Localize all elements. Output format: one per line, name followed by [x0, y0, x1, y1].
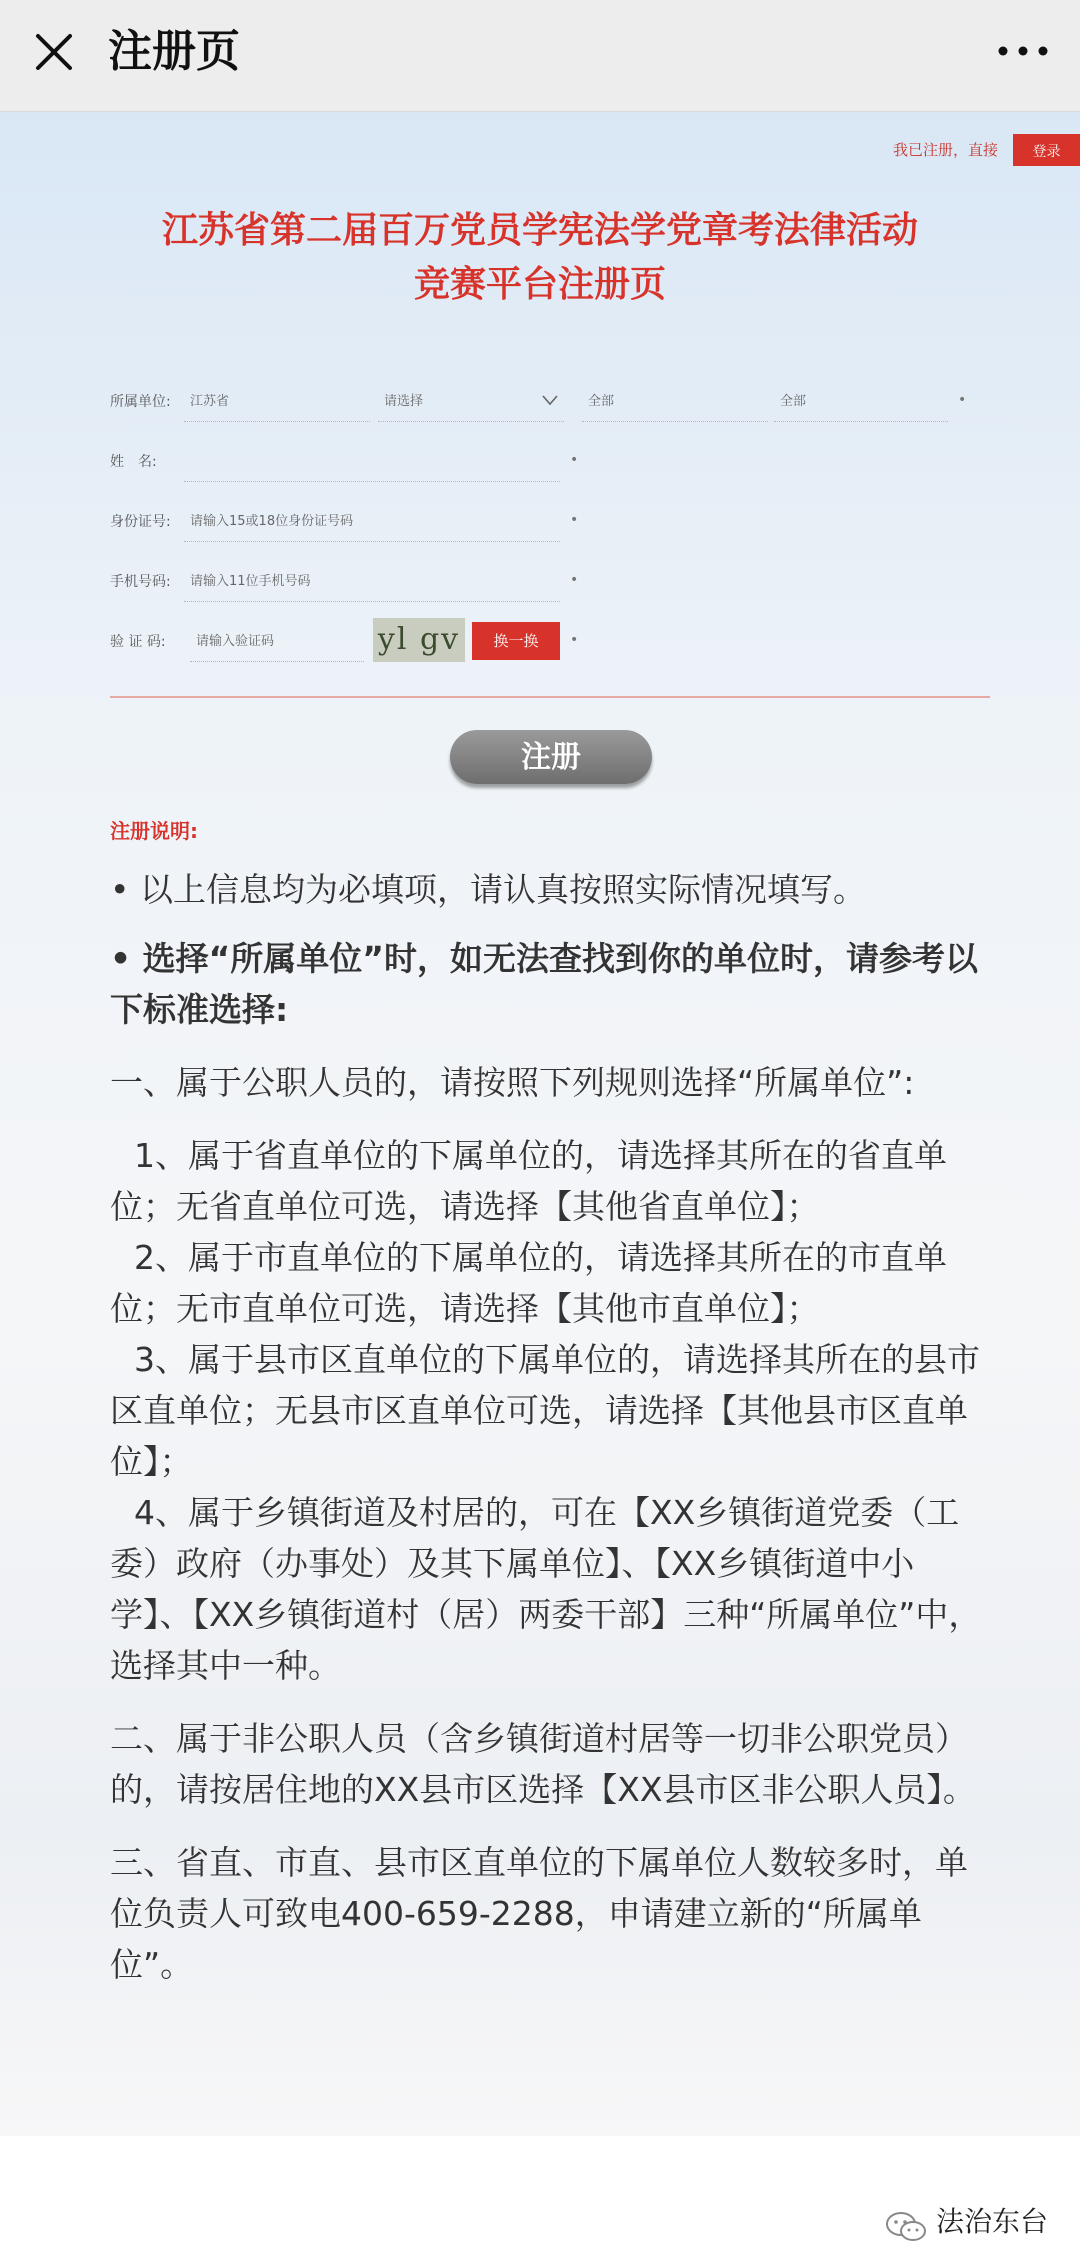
- required-mark: •: [570, 572, 579, 588]
- note-line: 一、属于公职人员的，请按照下列规则选择“所属单位”:: [110, 1063, 915, 1102]
- chevron-down-icon: [542, 394, 558, 406]
- unit-select[interactable]: [378, 382, 564, 422]
- top-app-bar: [0, 0, 1080, 112]
- required-mark: •: [570, 632, 579, 648]
- required-mark: •: [958, 392, 967, 408]
- required-mark: •: [570, 512, 579, 528]
- headline-line-1: 江苏省第二届百万党员学宪法学党章考法律活动: [161, 210, 918, 251]
- captcha-row: [0, 618, 1080, 668]
- unit-row: [0, 378, 1080, 428]
- wechat-icon: [884, 2210, 930, 2244]
- headline-line-2: 竞赛平台注册页: [413, 264, 666, 305]
- phone-input[interactable]: 请输入11位手机号码: [184, 562, 560, 602]
- note-item: 4、属于乡镇街道及村居的，可在【XX乡镇街道党委（工委）政府（办事处）及其下属单位】、【XX乡镇街道中小学】、【XX乡镇街道村（居）两委干部】三种“所属单位”中，选择其中一种。: [110, 1493, 982, 1685]
- unit-sub-select-2[interactable]: 全部: [774, 382, 948, 422]
- note-item: 3、属于县市区直单位的下属单位的，请选择其所在的县市区直单位；无县市区直单位可选，请选择【其他县市区直单位】；: [110, 1340, 980, 1481]
- form-divider: [110, 696, 990, 698]
- already-registered-text: 我已注册，直接: [893, 141, 999, 159]
- note-line: 三、省直、市直、县市区直单位的下属单位人数较多时，单位负责人可致电400-659-2288，申请建立新的“所属单位”。: [110, 1843, 968, 1984]
- registration-page: [0, 112, 1080, 2136]
- phone-label: 手机号码:: [110, 574, 171, 590]
- note-item: 2、属于市直单位的下属单位的，请选择其所在的市直单位；无市直单位可选，请选择【其他市直单位】；: [110, 1238, 947, 1328]
- page-headline: [0, 204, 1080, 312]
- source-account-label: 法治东台: [936, 2205, 1049, 2238]
- close-icon[interactable]: [30, 28, 78, 76]
- page-title: 注册页: [108, 26, 240, 77]
- registration-notes: [110, 852, 990, 1990]
- unit-select-value: 请选择: [384, 394, 424, 409]
- id-label: 身份证号:: [110, 514, 171, 530]
- note-line: 二、属于非公职人员（含乡镇街道村居等一切非公职党员）的，请按居住地的XX县市区选择【XX县市区非公职人员】。: [110, 1719, 976, 1809]
- login-button[interactable]: 登录: [1013, 134, 1080, 166]
- unit-sub-select-1[interactable]: 全部: [582, 382, 768, 422]
- captcha-input[interactable]: 请输入验证码: [190, 622, 364, 662]
- name-label: 姓 名:: [110, 454, 157, 470]
- more-options-icon[interactable]: [996, 36, 1050, 66]
- phone-row: [0, 558, 1080, 608]
- required-mark: •: [570, 452, 579, 468]
- name-input[interactable]: [184, 442, 560, 482]
- captcha-label: 验 证 码:: [110, 634, 166, 650]
- note-line: • 以上信息均为必填项，请认真按照实际情况填写。: [110, 870, 866, 909]
- captcha-image[interactable]: yl gv: [373, 618, 465, 662]
- province-select[interactable]: 江苏省: [184, 382, 370, 422]
- note-item: 1、属于省直单位的下属单位的，请选择其所在的省直单位；无省直单位可选，请选择【其他省直单位】；: [110, 1136, 947, 1226]
- refresh-captcha-button[interactable]: 换一换: [472, 622, 560, 660]
- unit-label: 所属单位:: [110, 394, 171, 410]
- note-line: • 选择“所属单位”时，如无法查找到你的单位时，请参考以下标准选择:: [110, 939, 978, 1029]
- id-row: [0, 498, 1080, 548]
- id-number-input[interactable]: 请输入15或18位身份证号码: [184, 502, 560, 542]
- register-button[interactable]: 注册: [450, 730, 652, 784]
- notes-heading: 注册说明:: [110, 819, 198, 843]
- name-row: [0, 438, 1080, 488]
